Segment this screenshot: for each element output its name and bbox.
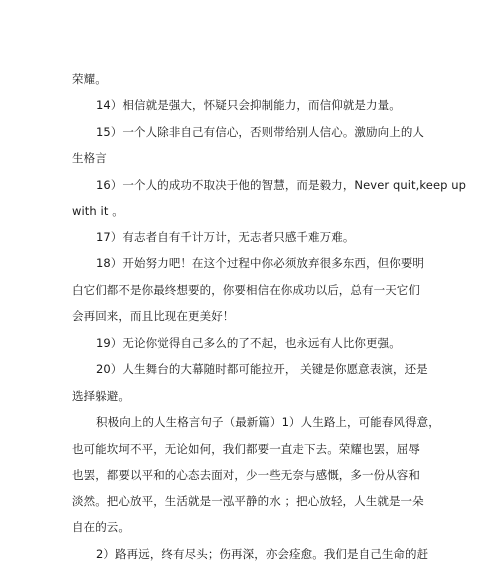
- text-line: 选择躲避。: [72, 389, 130, 403]
- text-line: 积极向上的人生格言句子（最新篇）1）人生路上，可能春风得意，: [96, 415, 440, 429]
- text-line: 14）相信就是强大，怀疑只会抑制能力，而信仰就是力量。: [96, 98, 401, 112]
- text-line: 荣耀。: [72, 72, 107, 86]
- text-line: 自在的云。: [72, 520, 130, 534]
- text-line: 20）人生舞台的大幕随时都可能拉开， 关键是你愿意表演，还是: [96, 362, 428, 376]
- text-line: 白它们都不是你最终想要的，你要相信在你成功以后，总有一天它们: [72, 283, 420, 297]
- text-line: 会再回来，而且比现在更美好！: [72, 309, 235, 323]
- text-line: 也罢，都要以平和的心态去面对，少一些无奈与感慨，多一份从容和: [72, 468, 420, 482]
- text-line: 淡然。把心放平，生活就是一泓平静的水 ；把心放轻，人生就是一朵: [72, 494, 424, 508]
- text-line: 17）有志者自有千计万计，无志者只感千难万难。: [96, 230, 355, 244]
- text-line: 15）一个人除非自己有信心，否则带给别人信心。激励向上的人: [96, 125, 425, 139]
- text-line: 19）无论你觉得自己多么的了不起，也永远有人比你更强。: [96, 336, 401, 350]
- text-line: 18）开始努力吧！在这个过程中你必须放弃很多东西，但你要明: [96, 256, 425, 270]
- text-line: 生格言: [72, 151, 107, 165]
- text-line: 16）一个人的成功不取决于他的智慧，而是毅力，Never quit,keep up: [96, 178, 467, 192]
- text-line: 2）路再远，终有尽头；伤再深，亦会痊愈。我们是自己生命的赶: [96, 547, 429, 561]
- text-line: with it 。: [72, 204, 124, 218]
- text-line: 也可能坎坷不平，无论如何，我们都要一直走下去。荣耀也罢，屈辱: [72, 442, 420, 456]
